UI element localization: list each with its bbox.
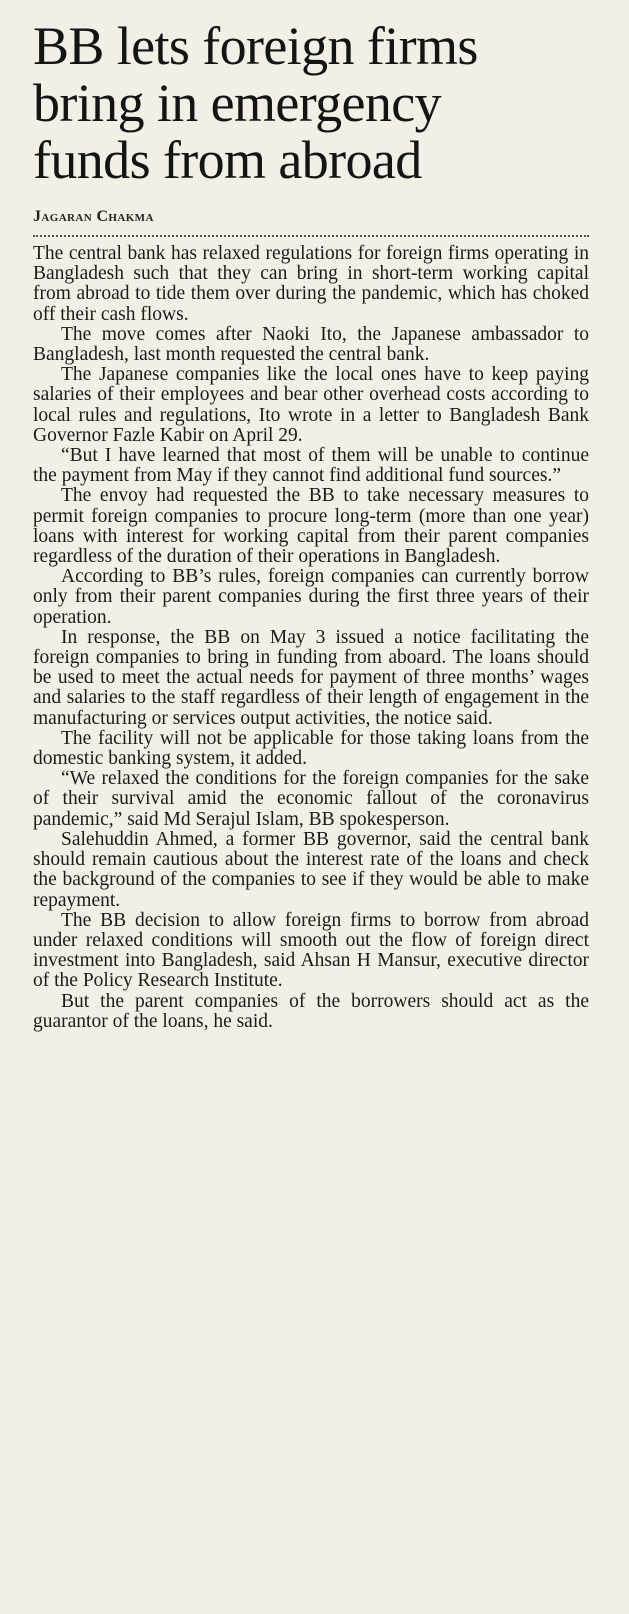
- paragraph: The envoy had requested the BB to take necessary measures to permit foreign companies to procure long-term (more than one year) loans with interest for working capital from their parent companies regardless of the duration of their operations in Bangladesh.: [33, 485, 589, 568]
- paragraph: The BB decision to allow foreign firms to borrow from abroad under relaxed conditions will smooth out the flow of foreign direct investment into Bangladesh, said Ahsan H Mansur, executive director of the Policy Research Institute.: [33, 909, 589, 992]
- paragraph: According to BB’s rules, foreign companies can currently borrow only from their parent companies during the first three years of their operation.: [33, 566, 589, 628]
- dotted-divider: [33, 235, 589, 237]
- paragraph: “But I have learned that most of them will be unable to continue the payment from May if they cannot find additional fund sources.”: [33, 445, 589, 487]
- paragraph: The move comes after Naoki Ito, the Japanese ambassador to Bangladesh, last month requested the central bank.: [33, 323, 589, 366]
- paragraph: Salehuddin Ahmed, a former BB governor, said the central bank should remain cautious about the interest rate of the loans and check the background of the companies to see if they would be able to make repayment.: [33, 828, 589, 911]
- article-body: [33, 244, 589, 1032]
- paragraph: The Japanese companies like the local ones have to keep paying salaries of their employees and bear other overhead costs according to local rules and regulations, Ito wrote in a letter to Bangladesh Bank Governor Fazle Kabir on April 29.: [33, 364, 589, 446]
- paragraph: The central bank has relaxed regulations for foreign firms operating in Bangladesh such that they can bring in short-term working capital from abroad to tide them over during the pandemic, which has choked off their cash flows.: [33, 243, 589, 325]
- paragraph: But the parent companies of the borrowers should act as the guarantor of the loans, he said.: [33, 990, 589, 1032]
- paragraph: The facility will not be applicable for those taking loans from the domestic banking system, it added.: [33, 727, 589, 770]
- paragraph: “We relaxed the conditions for the foreign companies for the sake of their survival amid the economic fallout of the coronavirus pandemic,” said Md Serajul Islam, BB spokesperson.: [33, 768, 589, 830]
- headline-line-3: funds from abroad: [33, 130, 422, 190]
- byline: Jagaran Chakma: [33, 208, 154, 225]
- paragraph: In response, the BB on May 3 issued a notice facilitating the foreign companies to bring in funding from aboard. The loans should be used to meet the actual needs for payment of three months’ wages and salaries to the staff regardless of their length of engagement in the manufacturing or services output activities, the notice said.: [33, 626, 589, 729]
- headline-line-2: bring in emergency: [33, 73, 442, 133]
- headline: [33, 18, 589, 189]
- headline-line-1: BB lets foreign firms: [33, 16, 478, 76]
